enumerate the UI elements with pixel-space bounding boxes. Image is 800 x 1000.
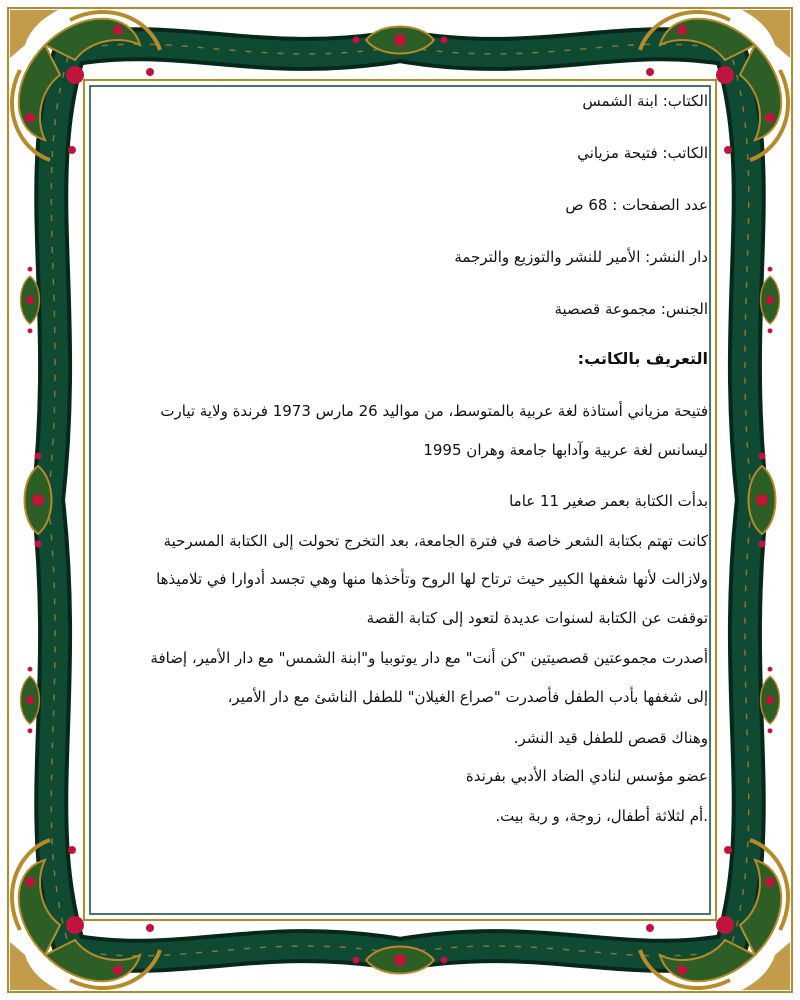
book-genre-line: الجنس: مجموعة قصصية bbox=[554, 300, 708, 318]
book-title-line: الكتاب: ابنة الشمس bbox=[582, 92, 708, 110]
bio-heading: التعريف بالكاتب: bbox=[577, 349, 708, 368]
bio-line: أصدرت مجموعتين قصصيتين "كن أنت" مع دار يوتوبيا و"ابنة الشمس" مع دار الأمير، إضافة bbox=[150, 649, 708, 667]
bio-line: توقفت عن الكتابة لسنوات عديدة لتعود إلى كتابة القصة bbox=[366, 609, 708, 627]
book-info bbox=[90, 82, 708, 842]
bio-line: كانت تهتم بكتابة الشعر خاصة في فترة الجامعة، بعد التخرج تحولت إلى الكتابة المسرحية bbox=[163, 532, 708, 550]
book-pages-line: عدد الصفحات : 68 ص bbox=[565, 196, 708, 214]
bio-line: ولازالت لأنها شغفها الكبير حيث ترتاح لها الروح وتأخذها منها وهي تجسد أدوارا في تلاميذها bbox=[156, 570, 708, 588]
book-publisher-line: دار النشر: الأمير للنشر والتوزيع والترجمة bbox=[454, 248, 708, 266]
bio-line: ليسانس لغة عربية وآدابها جامعة وهران 1995 bbox=[423, 441, 708, 459]
bio-line: .أم لثلاثة أطفال، زوجة، و ربة بيت. bbox=[495, 807, 708, 825]
bio-line: بدأت الكتابة بعمر صغير 11 عاما bbox=[509, 492, 708, 510]
bio-line: إلى شغفها بأدب الطفل فأصدرت "صراع الغيلان" للطفل الناشئ مع دار الأمير، bbox=[227, 688, 708, 706]
bio-line: عضو مؤسس لنادي الضاد الأدبي بفرندة bbox=[465, 767, 708, 785]
bio-line: فتيحة مزياني أستاذة لغة عربية بالمتوسط، من مواليد 26 مارس 1973 فرندة ولاية تيارت bbox=[160, 402, 708, 420]
bio-line: وهناك قصص للطفل قيد النشر. bbox=[513, 729, 708, 747]
book-author-line: الكاتب: فتيحة مزياني bbox=[577, 144, 708, 162]
